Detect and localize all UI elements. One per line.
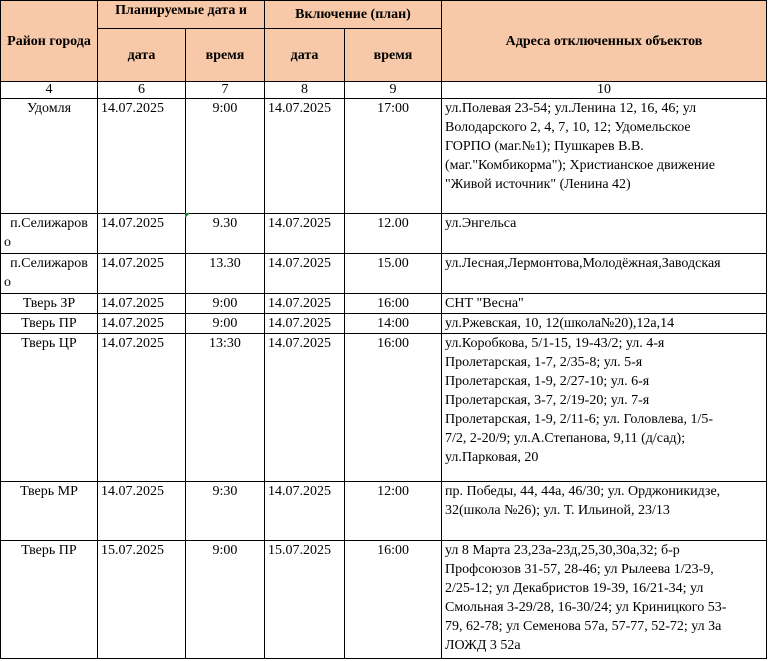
planned-date-cell: 14.07.2025 — [98, 99, 186, 214]
table-row — [1, 214, 767, 254]
column-number-row — [1, 82, 767, 99]
district-cell: Тверь ЦР — [1, 334, 98, 482]
enable-time-cell: 17:00 — [345, 99, 442, 214]
district-cell — [1, 254, 98, 294]
district-line: п.Селижаров — [10, 256, 88, 271]
planned-time-cell: 9:00 — [186, 294, 265, 314]
address-line: ул.Энгельса — [445, 216, 517, 231]
table-row — [1, 541, 767, 659]
planned-date-cell: 14.07.2025 — [98, 254, 186, 294]
address-cell — [442, 541, 767, 659]
enable-date-cell: 14.07.2025 — [265, 254, 345, 294]
planned-date-cell: 14.07.2025 — [98, 214, 186, 254]
address-cell — [442, 99, 767, 214]
address-line: ул.Ржевская, 10, 12(школа№20),12а,14 — [445, 316, 675, 331]
header-planned-date: дата — [98, 29, 186, 82]
district-cell: Тверь МР — [1, 482, 98, 541]
enable-date-cell: 14.07.2025 — [265, 99, 345, 214]
address-line: Пролетарская, 1-9, 2/11-6; ул. Головлева, 1/5- — [445, 412, 714, 427]
enable-time-cell: 16:00 — [345, 541, 442, 659]
address-cell — [442, 214, 767, 254]
header-addresses: Адреса отключенных объектов — [442, 1, 767, 82]
address-line: ЛОЖД 3 52а — [445, 638, 521, 653]
header-planned: Планируемые дата и — [98, 1, 265, 29]
header-planned-time: время — [186, 29, 265, 82]
header-district: Район города — [1, 1, 98, 82]
address-line: ул.Коробкова, 5/1-15, 19-43/2; ул. 4-я — [445, 336, 665, 351]
address-line: Пролетарская, 1-9, 2/27-10; ул. 6-я — [445, 374, 650, 389]
header-enable: Включение (план) — [265, 1, 442, 29]
planned-date-cell: 14.07.2025 — [98, 314, 186, 334]
table-row — [1, 314, 767, 334]
district-cell: Тверь ПР — [1, 541, 98, 659]
address-line: 2/25-12; ул Декабристов 19-39, 16/21-34; ул — [445, 581, 704, 596]
address-cell — [442, 482, 767, 541]
address-line: Володарского 2, 4, 7, 10, 12; Удомельское — [445, 120, 691, 135]
enable-date-cell: 15.07.2025 — [265, 541, 345, 659]
planned-time-cell: 9:30 — [186, 482, 265, 541]
planned-date-cell: 14.07.2025 — [98, 482, 186, 541]
district-line: о — [4, 275, 11, 290]
table-row — [1, 294, 767, 314]
address-line: СНТ "Весна" — [445, 296, 524, 311]
col-number: 8 — [265, 82, 345, 99]
table-row — [1, 254, 767, 294]
enable-date-cell: 14.07.2025 — [265, 314, 345, 334]
planned-date-cell: 14.07.2025 — [98, 334, 186, 482]
address-cell — [442, 314, 767, 334]
planned-date-cell: 15.07.2025 — [98, 541, 186, 659]
col-number: 4 — [1, 82, 98, 99]
district-line: о — [4, 235, 11, 250]
district-cell — [1, 214, 98, 254]
address-cell — [442, 254, 767, 294]
enable-date-cell: 14.07.2025 — [265, 334, 345, 482]
address-line: Пролетарская, 3-7, 2/19-20; ул. 7-я — [445, 393, 650, 408]
planned-time-cell: 9:00 — [186, 99, 265, 214]
district-line: п.Селижаров — [10, 216, 88, 231]
col-number: 9 — [345, 82, 442, 99]
header-enable-date: дата — [265, 29, 345, 82]
enable-time-cell: 14:00 — [345, 314, 442, 334]
district-cell: Тверь ЗР — [1, 294, 98, 314]
address-cell — [442, 294, 767, 314]
planned-time-cell: 13:30 — [186, 334, 265, 482]
enable-time-cell: 15.00 — [345, 254, 442, 294]
planned-time-cell: 9:00 — [186, 541, 265, 659]
enable-date-cell: 14.07.2025 — [265, 294, 345, 314]
planned-time-cell: 9:00 — [186, 314, 265, 334]
district-cell: Тверь ПР — [1, 314, 98, 334]
address-line: 32(школа №26); ул. Т. Ильиной, 23/13 — [445, 503, 670, 518]
address-line: (маг."Комбикорма"); Христианское движение — [445, 158, 715, 173]
col-number: 7 — [186, 82, 265, 99]
address-line: пр. Победы, 44, 44а, 46/30; ул. Орджоникидзе, — [445, 484, 721, 499]
enable-date-cell: 14.07.2025 — [265, 214, 345, 254]
address-line: "Живой источник" (Ленина 42) — [445, 177, 631, 192]
header-enable-time: время — [345, 29, 442, 82]
planned-date-cell: 14.07.2025 — [98, 294, 186, 314]
enable-date-cell: 14.07.2025 — [265, 482, 345, 541]
planned-time-cell: 13.30 — [186, 254, 265, 294]
col-number: 6 — [98, 82, 186, 99]
table-row — [1, 334, 767, 482]
table-row — [1, 99, 767, 214]
address-line: 79, 62-78; ул Семенова 57а, 57-77, 52-72; ул За — [445, 619, 722, 634]
enable-time-cell: 16:00 — [345, 294, 442, 314]
district-cell: Удомля — [1, 99, 98, 214]
address-line: Пролетарская, 1-7, 2/35-8; ул. 5-я — [445, 355, 643, 370]
address-line: ул.Лесная,Лермонтова,Молодёжная,Заводская — [445, 256, 721, 271]
enable-time-cell: 12.00 — [345, 214, 442, 254]
address-cell — [442, 334, 767, 482]
address-line: ГОРПО (маг.№1); Пушкарев В.В. — [445, 139, 644, 154]
address-line: ул.Полевая 23-54; ул.Ленина 12, 16, 46; ул — [445, 101, 697, 116]
enable-time-cell: 16:00 — [345, 334, 442, 482]
address-line: Смольная 3-29/28, 16-30/24; ул Криницкого 53- — [445, 600, 727, 615]
address-line: ул.Парковая, 20 — [445, 450, 539, 465]
address-line: 7/2, 2-20/9; ул.А.Степанова, 9,11 (д/сад); — [445, 431, 686, 446]
col-number: 10 — [442, 82, 767, 99]
enable-time-cell: 12:00 — [345, 482, 442, 541]
table-row — [1, 482, 767, 541]
planned-time-cell: 9.30 — [186, 214, 265, 254]
address-line: ул 8 Марта 23,23а-23д,25,30,30а,32; б-р — [445, 543, 680, 558]
address-line: Профсоюзов 31-57, 28-46; ул Рылеева 1/23-9, — [445, 562, 714, 577]
